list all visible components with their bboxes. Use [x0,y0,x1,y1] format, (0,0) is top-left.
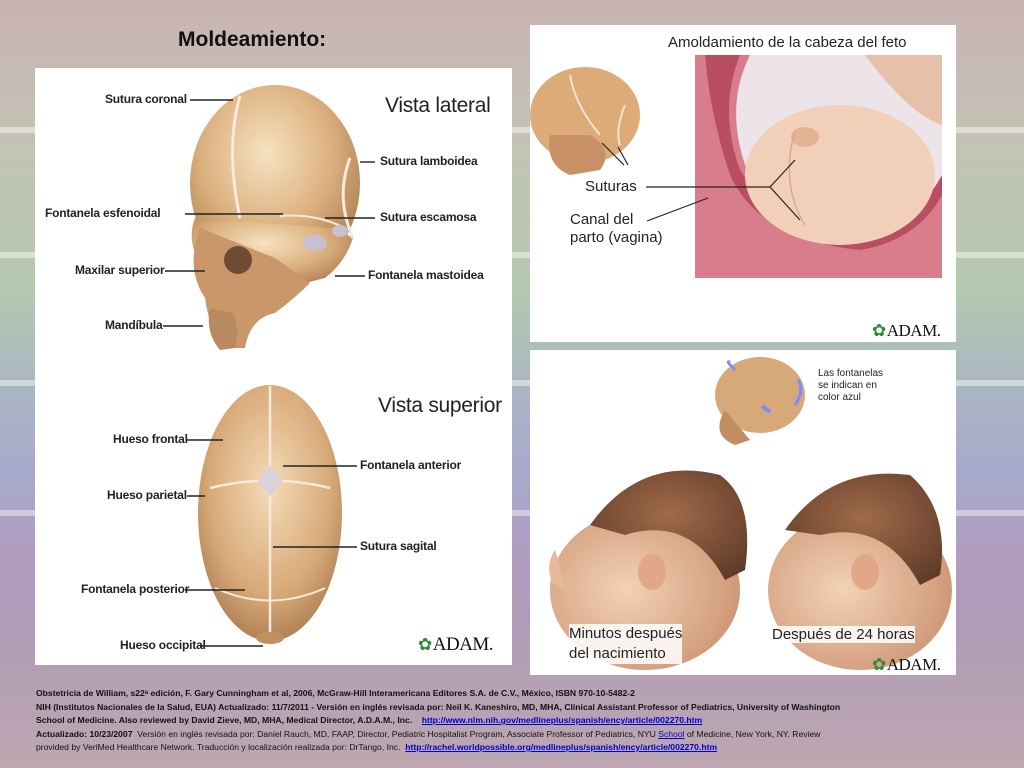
leaf-icon: ✿ [418,635,432,654]
label-canal-del-parto: Canal del parto (vagina) [570,211,663,246]
label-hueso-parietal: Hueso parietal [107,488,187,502]
slide-title: Moldeamiento: [178,28,327,51]
label-hueso-occipital: Hueso occipital [120,638,206,652]
reference-line-4-end: of Medicine, New York, NY. Review [686,728,821,739]
label-fontanela-mastoidea: Fontanela mastoidea [368,268,484,282]
reference-line-2: NIH (Institutos Nacionales de la Salud, EUA) Actualizado: 11/7/2011 - Versión en inglés revisada por: Neil K. Kaneshiro, MD, MHA, Clinical Assistant Professor of Pediatrics, University of Washington [36,701,841,712]
label-mandibula: Mandíbula [105,318,163,332]
superior-skull-drawing [198,385,342,644]
label-vista-superior: Vista superior [378,394,502,417]
label-maxilar-superior: Maxilar superior [75,263,165,277]
fetal-head-molding-panel [530,25,956,342]
medlineplus-link[interactable]: http://www.nlm.nih.gov/medlineplus/spanish/ency/article/002270.htm [421,715,703,725]
label-fontanela-esfenoidal: Fontanela esfenoidal [45,206,161,220]
caption-despues-24-horas: Después de 24 horas [772,626,915,643]
label-fontanela-anterior: Fontanela anterior [360,458,462,472]
label-fontanela-posterior: Fontanela posterior [81,582,190,596]
label-sutura-coronal: Sutura coronal [105,92,187,106]
label-hueso-frontal: Hueso frontal [113,432,188,446]
skull-anatomy-panel [35,68,512,665]
adam-logo: ✿ADAM. [872,321,941,340]
reference-line-4: Versión en inglés revisada por: Daniel Rauch, MD, FAAP, Director, Pediatric Hospitalist Program, Associate Professor of Pediatrics, NYU [137,728,656,739]
label-fontanelas-note: Las fontanelas se indican en color azul [818,368,884,403]
leaf-icon: ✿ [872,321,886,340]
school-link[interactable]: School [658,728,685,739]
reference-line-3: School of Medicine. Also reviewed by David Zieve, MD, MHA, Medical Director, A.D.A.M., Inc. [36,715,413,725]
heading-amoldamiento: Amoldamiento de la cabeza del feto [668,34,907,51]
rachel-link[interactable]: http://rachel.worldpossible.org/medlineplus/spanish/ency/article/002270.htm [405,742,718,752]
label-sutura-escamosa: Sutura escamosa [380,210,477,224]
label-vista-lateral: Vista lateral [385,94,491,117]
reference-line-1: Obstetricia de William, s22ᵃ edición, F. Gary Cunningham et al, 2006, McGraw-Hill Interamericana Editores S.A. de C.V., México, ISBN 970-10-5482-2 [36,688,635,698]
label-sutura-sagital: Sutura sagital [360,539,437,553]
caption-minutos-despues: Minutos después del nacimiento [569,625,683,662]
reference-line-4-date: Actualizado: 10/23/2007 [36,728,133,739]
label-suturas: Suturas [585,178,637,195]
leaf-icon: ✿ [872,655,886,674]
reference-line-5: provided by VeriMed Healthcare Network. Traducción y localización realizada por: DrTango, Inc. [36,742,401,752]
adam-logo: ✿ADAM. [872,655,941,674]
references-footer [36,687,996,755]
newborn-head-panel [530,350,956,675]
adam-logo: ✿ADAM. [418,634,494,655]
label-sutura-lamboidea: Sutura lamboidea [380,154,478,168]
